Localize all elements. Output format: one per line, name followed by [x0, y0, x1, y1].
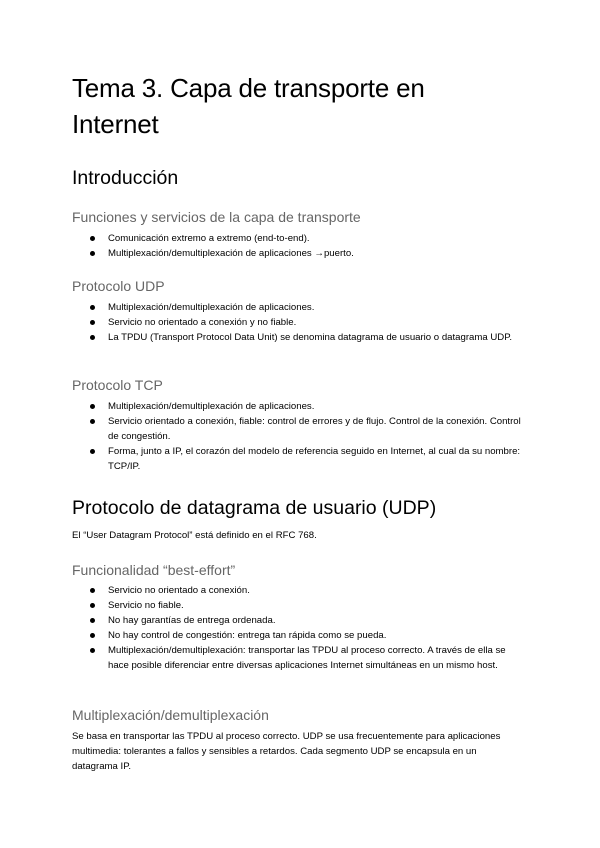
heading-protocolo-udp: Protocolo UDP	[72, 278, 165, 294]
list-item: Comunicación extremo a extremo (end-to-end).	[72, 231, 522, 246]
list-item: Multiplexación/demultiplexación de aplicaciones →puerto.	[72, 246, 522, 261]
bullet-icon	[90, 588, 95, 593]
heading-best-effort: Funcionalidad “best-effort”	[72, 562, 236, 578]
list-funciones-servicios	[72, 231, 522, 261]
heading-funciones-servicios: Funciones y servicios de la capa de transporte	[72, 209, 361, 225]
bullet-icon	[90, 335, 95, 340]
list-item: La TPDU (Transport Protocol Data Unit) se denomina datagrama de usuario o datagrama UDP.	[72, 330, 522, 345]
udp-intro-paragraph: El “User Datagram Protocol” está definido en el RFC 768.	[72, 530, 317, 541]
heading-introduccion: Introducción	[72, 167, 179, 189]
list-item: Multiplexación/demultiplexación de aplicaciones.	[72, 300, 522, 315]
bullet-icon	[90, 603, 95, 608]
document-title: Tema 3. Capa de transporte en Internet	[72, 73, 425, 139]
list-best-effort	[72, 583, 522, 673]
list-item: No hay control de congestión: entrega tan rápida como se pueda.	[72, 628, 522, 643]
bullet-icon	[90, 618, 95, 623]
multiplexacion-paragraph: Se basa en transportar las TPDU al proceso correcto. UDP se usa frecuentemente para aplicaciones multimedia: tolerantes a fallos y sensibles a retardos. Cada segmento UDP se encapsula en un datagrama IP.	[72, 731, 501, 772]
list-protocolo-udp	[72, 300, 522, 345]
list-item: Multiplexación/demultiplexación: transportar las TPDU al proceso correcto. A través de ella se hace posible diferenciar entre diversas aplicaciones Internet simultáneas en un mismo host.	[72, 643, 522, 673]
bullet-icon	[90, 648, 95, 653]
bullet-icon	[90, 449, 95, 454]
bullet-icon	[90, 236, 95, 241]
bullet-icon	[90, 320, 95, 325]
list-item: Servicio no fiable.	[72, 598, 522, 613]
heading-udp-section: Protocolo de datagrama de usuario (UDP)	[72, 497, 437, 519]
heading-multiplexacion: Multiplexación/demultiplexación	[72, 707, 269, 723]
bullet-icon	[90, 404, 95, 409]
heading-protocolo-tcp: Protocolo TCP	[72, 377, 163, 393]
bullet-icon	[90, 251, 95, 256]
bullet-icon	[90, 305, 95, 310]
bullet-icon	[90, 419, 95, 424]
list-item: Servicio no orientado a conexión y no fiable.	[72, 315, 522, 330]
list-item: Servicio no orientado a conexión.	[72, 583, 522, 598]
bullet-icon	[90, 633, 95, 638]
list-item: No hay garantías de entrega ordenada.	[72, 613, 522, 628]
list-item: Forma, junto a IP, el corazón del modelo de referencia seguido en Internet, al cual da su nombre: TCP/IP.	[72, 444, 522, 474]
list-item: Multiplexación/demultiplexación de aplicaciones.	[72, 399, 522, 414]
list-protocolo-tcp	[72, 399, 522, 474]
list-item: Servicio orientado a conexión, fiable: control de errores y de flujo. Control de la conexión. Control de congestión.	[72, 414, 522, 444]
